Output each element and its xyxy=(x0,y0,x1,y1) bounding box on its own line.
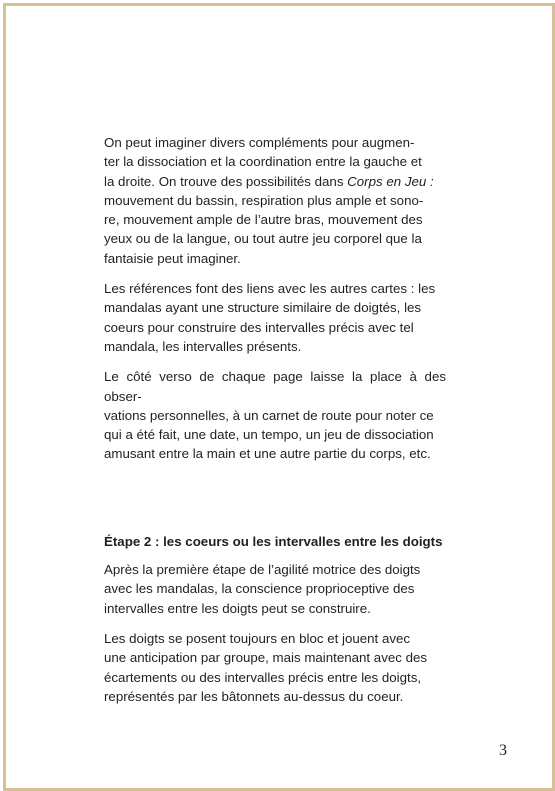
section-spacer xyxy=(104,475,446,532)
text-line: re, mouvement ample de l’autre bras, mouvement des xyxy=(104,212,423,228)
text-line: yeux ou de la langue, ou tout autre jeu corporel que la xyxy=(104,231,422,247)
paragraph-complements xyxy=(104,133,446,268)
page-content xyxy=(104,133,446,717)
text-line: avec les mandalas, la conscience proprioceptive des xyxy=(104,581,415,597)
text-line: Le côté verso de chaque page laisse la place à des obser- xyxy=(104,369,446,404)
text-line: amusant entre la main et une autre partie du corps, etc. xyxy=(104,446,431,462)
text-line: ter la dissociation et la coordination entre la gauche et xyxy=(104,154,422,170)
text-line: mandalas ayant une structure similaire de doigtés, les xyxy=(104,300,422,316)
text-line: mouvement du bassin, respiration plus ample et sono- xyxy=(104,192,424,208)
text-line: écartements ou des intervalles précis entre les doigts, xyxy=(104,669,422,685)
text-line: la droite. On trouve des possibilités dans xyxy=(104,173,348,189)
text-line: qui a été fait, une date, un tempo, un jeu de dissociation xyxy=(104,427,434,443)
text-line: On peut imaginer divers compléments pour augmen- xyxy=(104,135,415,150)
section-heading-etape-2: Étape 2 : les coeurs ou les intervalles entre les doigts xyxy=(104,533,443,549)
text-line: mandala, les intervalles présents. xyxy=(104,338,302,354)
text-line: Les références font des liens avec les autres cartes : les xyxy=(104,281,436,297)
paragraph-references xyxy=(104,279,446,356)
text-line: Les doigts se posent toujours en bloc et jouent avec xyxy=(104,630,411,646)
text-line: fantaisie peut imaginer. xyxy=(104,250,241,266)
text-line: coeurs pour construire des intervalles précis avec tel xyxy=(104,319,414,335)
text-line: vations personnelles, à un carnet de route pour noter ce xyxy=(104,407,434,423)
text-line: une anticipation par groupe, mais maintenant avec des xyxy=(104,650,428,666)
text-line: Après la première étape de l’agilité motrice des doigts xyxy=(104,562,421,578)
text-line: représentés par les bâtonnets au-dessus du coeur. xyxy=(104,688,404,704)
paragraph-proprioception xyxy=(104,560,446,618)
paragraph-intervals xyxy=(104,629,446,706)
page-number: 3 xyxy=(499,742,507,759)
paragraph-verso xyxy=(104,367,446,463)
text-line: intervalles entre les doigts peut se construire. xyxy=(104,600,371,616)
book-title-italic: Corps en Jeu : xyxy=(347,173,434,189)
